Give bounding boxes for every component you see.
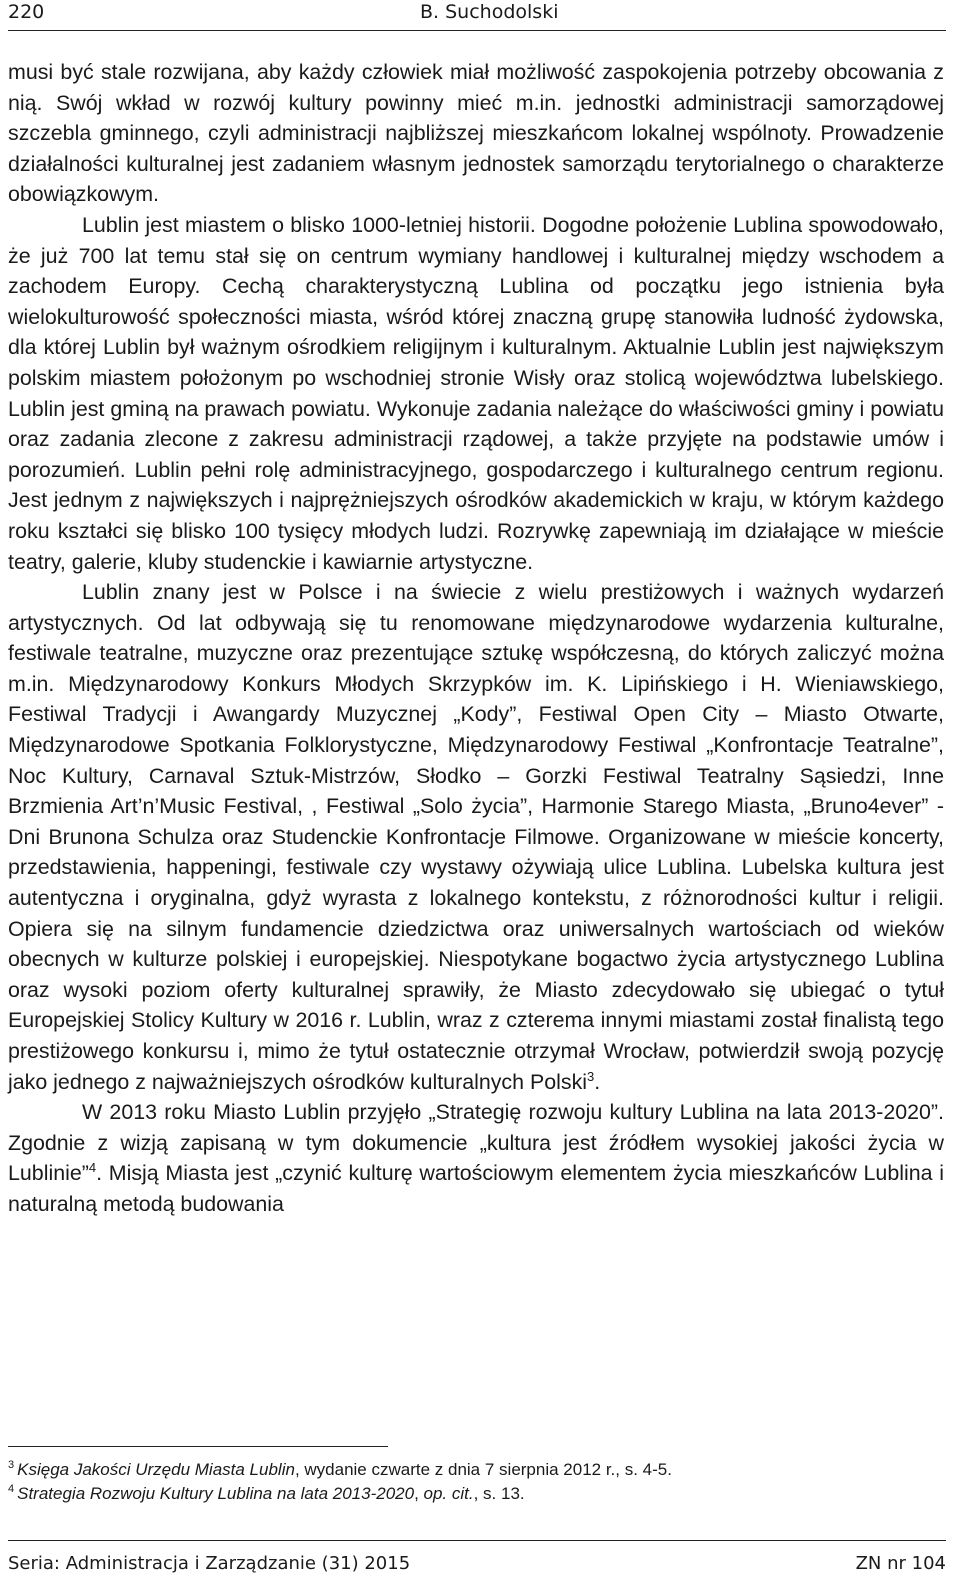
footnote-4: $^4$ Strategia Rozwoju Kultury Lublina na lata 2013-2020, op. cit., s. 13.	[8, 1483, 525, 1503]
footnotes	[8, 1458, 944, 1506]
page-number: 220	[8, 1, 45, 23]
article-body	[8, 57, 944, 1220]
paragraph-3: Lublin znany jest w Polsce i na świecie z wielu prestiżowych i ważnych wydarzeń artystycznych. Od lat odbywają się tu renomowane międzynarodowe wydarzenia kulturalne, festiwale teatralne, muzyczne oraz prezentujące sztukę współczesną, do których zaliczyć można m.in. Międzynarodowy Konkurs Młodych Skrzypków im. K. Lipińskiego i H. Wieniawskiego, Festiwal Tradycji i Awangardy Muzycznej „Kody”, Festiwal Open City – Miasto Otwarte, Międzynarodowe Spotkania Folklorystyczne, Międzynarodowy Festiwal „Konfrontacje Teatralne”, Noc Kultury, Carnaval Sztuk-Mistrzów, Słodko – Gorzki Festiwal Teatralny Sąsiedzi, Inne Brzmienia Art’n’Music Festival, , Festiwal „Solo życia”, Harmonie Starego Miasta, „Bruno4ever” - Dni Brunona Schulza oraz Studenckie Konfrontacje Filmowe. Organizowane w mieście koncerty, przedstawienia, happeningi, festiwale czy wystawy ożywiają ulice Lublina. Lubelska kultura jest autentyczna i oryginalna, gdyż wyrasta z lokalnego kontekstu, z różnorodności kultur i religii. Opiera się na silnym fundamencie dziedzictwa oraz uniwersalnych wartościach od wieków obecnych w kulturze polskiej i europejskiej. Niespotykane bogactwo życia artystycznego Lublina oraz wysoki poziom oferty kulturalnej sprawiły, że Miasto zdecydowało się ubiegać o tytuł Europejskiej Stolicy Kultury w 2016 r. Lublin, wraz z czterema innymi miastami został finalistą tego prestiżowego konkursu i, mimo że tytuł ostatecznie otrzymał Wrocław, potwierdził swoją pozycję jako jednego z najważniejszych ośrodków kulturalnych Polski$^3$.	[8, 580, 944, 1094]
paragraph-2: Lublin jest miastem o blisko 1000-letniej historii. Dogodne położenie Lublina spowodowało, że już 700 lat temu stał się on centrum wymiany handlowej i kulturalnej między wschodem a zachodem Europy. Cechą charakterystyczną Lublina od początku jego istnienia była wielokulturowość społeczności miasta, wśród której znaczną grupę stanowiła ludność żydowska, dla której Lublin był ważnym ośrodkiem religijnym i kulturalnym. Aktualnie Lublin jest największym polskim miastem położonym po wschodniej stronie Wisły oraz stolicą województwa lubelskiego. Lublin jest gminą na prawach powiatu. Wykonuje zadania należące do właściwości gminy i powiatu oraz zadania zlecone z zakresu administracji rządowej, a także przyjęte na podstawie umów i porozumień. Lublin pełni rolę administracyjnego, gospodarczego i kulturalnego centrum regionu. Jest jednym z największych i najprężniejszych ośrodków akademickich w kraju, w którym każdego roku kształci się blisko 100 tysięcy młodych ludzi. Rozrywkę zapewniają im działające w mieście teatry, galerie, kluby studenckie i kawiarnie artystyczne.	[8, 212, 944, 574]
footnote-ref-4[interactable]: 4	[88, 1160, 97, 1176]
footnote-3: $^3$ Księga Jakości Urzędu Miasta Lublin, wydanie czwarte z dnia 7 sierpnia 2012 r., s. 4-5.	[8, 1459, 672, 1479]
issue-number: ZN nr 104	[855, 1553, 946, 1574]
footnote-separator	[8, 1446, 388, 1447]
running-author: B. Suchodolski	[420, 1, 559, 23]
series-title: Seria: Administracja i Zarządzanie (31) 2015	[8, 1553, 411, 1574]
paragraph-1: musi być stale rozwijana, aby każdy człowiek miał możliwość zaspokojenia potrzeby obcowania z nią. Swój wkład w rozwój kultury powinny mieć m.in. jednostki administracji samorządowej szczebla gminnego, czyli administracji najbliższej mieszkańcom lokalnej wspólnoty. Prowadzenie działalności kulturalnej jest zadaniem własnym jednostek samorządu terytorialnego o charakterze obowiązkowym.	[8, 60, 944, 207]
running-footer	[8, 1540, 946, 1591]
footnote-ref-3[interactable]: 3	[587, 1068, 595, 1084]
paragraph-4: W 2013 roku Miasto Lublin przyjęło „Strategię rozwoju kultury Lublina na lata 2013-2020”. Zgodnie z wizją zapisaną w tym dokumencie „kultura jest źródłem wysokiej jakości życia w Lublinie”$^4$. Misją Miasta jest „czynić kulturę wartościowym elementem życia mieszkańców Lublina i naturalną metodą budowania	[8, 1100, 944, 1216]
running-header	[8, 0, 946, 31]
